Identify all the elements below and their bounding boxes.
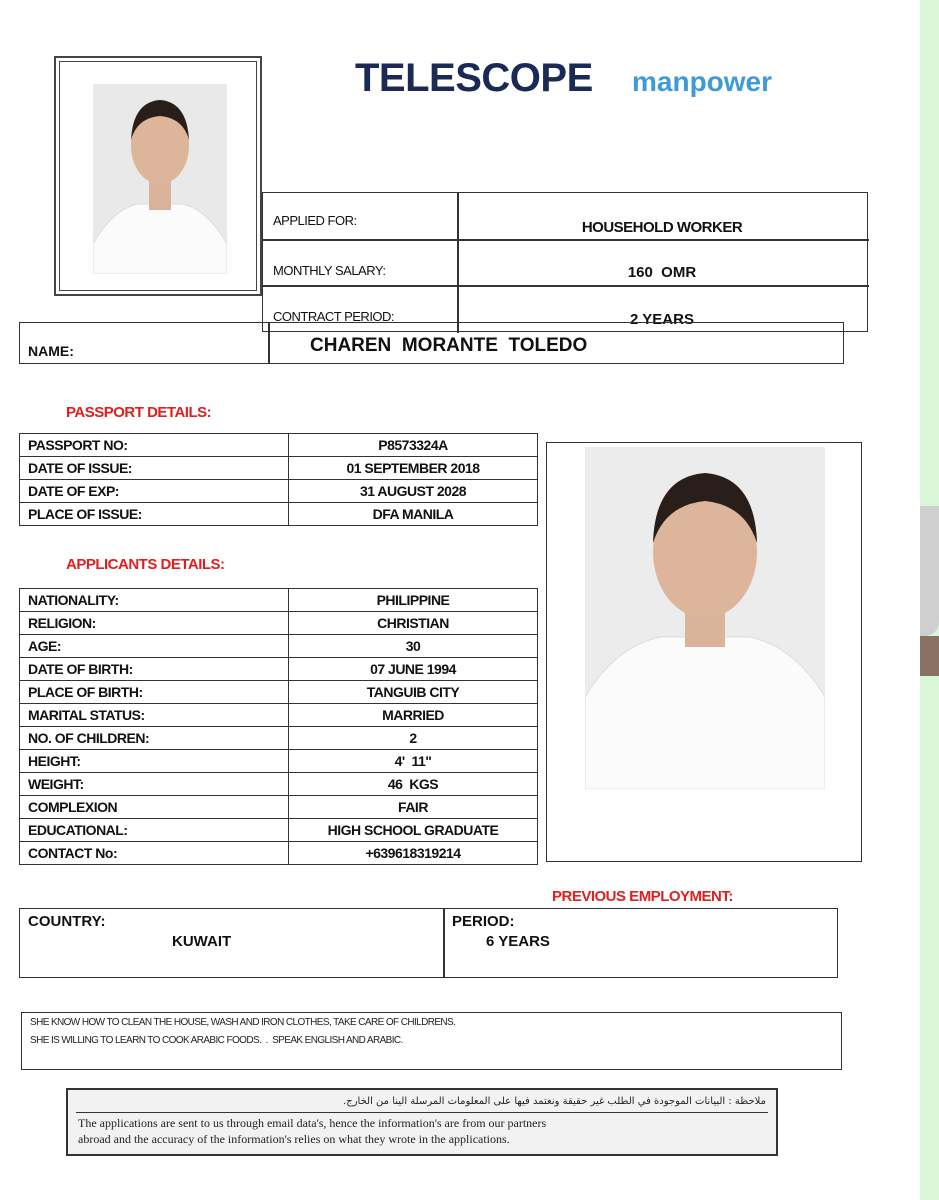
notes-box <box>21 1012 842 1070</box>
period-value: 6 YEARS <box>486 933 550 950</box>
applicant-label: PLACE OF BIRTH: <box>20 681 289 704</box>
brand-subtitle: manpower <box>632 66 773 97</box>
passport-row <box>20 457 538 480</box>
applicant-value: MARRIED <box>289 704 538 727</box>
large-photo-frame <box>546 442 862 862</box>
applicant-label: HEIGHT: <box>20 750 289 773</box>
passport-label: PASSPORT NO: <box>20 434 289 457</box>
applicant-row <box>20 704 538 727</box>
applicant-row <box>20 658 538 681</box>
applicant-value: 30 <box>289 635 538 658</box>
name-label: NAME: <box>28 343 74 359</box>
large-photo <box>585 447 825 789</box>
applicant-heading: APPLICANTS DETAILS: <box>66 556 225 573</box>
name-row <box>19 322 844 364</box>
applicant-row <box>20 727 538 750</box>
passport-label: DATE OF EXP: <box>20 480 289 503</box>
applicant-row <box>20 819 538 842</box>
applicant-row <box>20 635 538 658</box>
applicant-value: 2 <box>289 727 538 750</box>
passport-table <box>19 433 538 526</box>
person-silhouette-large <box>585 447 825 789</box>
passport-label: DATE OF ISSUE: <box>20 457 289 480</box>
applicant-value: 4' 11" <box>289 750 538 773</box>
applicant-label: RELIGION: <box>20 612 289 635</box>
applicant-row <box>20 796 538 819</box>
disclaimer-arabic: ملاحظة : البيانات الموجودة في الطلب غير حقيقة ونعتمد فيها على المعلومات المرسلة الينا من الخارج. <box>343 1096 766 1107</box>
applicant-value: HIGH SCHOOL GRADUATE <box>289 819 538 842</box>
job-info-table <box>262 192 868 332</box>
period-label: PERIOD: <box>452 913 515 930</box>
small-photo <box>93 84 227 274</box>
applied-for-label: APPLIED FOR: <box>273 213 357 228</box>
contract-label: CONTRACT PERIOD: <box>273 309 395 324</box>
applicant-value: FAIR <box>289 796 538 819</box>
previous-employment-box <box>19 908 838 978</box>
applicant-row <box>20 750 538 773</box>
applicant-row <box>20 589 538 612</box>
applicant-label: DATE OF BIRTH: <box>20 658 289 681</box>
applicant-label: WEIGHT: <box>20 773 289 796</box>
passport-row <box>20 480 538 503</box>
notes-line-1: SHE KNOW HOW TO CLEAN THE HOUSE, WASH AND IRON CLOTHES, TAKE CARE OF CHILDRENS. <box>30 1017 456 1028</box>
contract-value: 2 YEARS <box>630 311 694 328</box>
applicant-label: NATIONALITY: <box>20 589 289 612</box>
passport-value: 31 AUGUST 2028 <box>289 480 538 503</box>
passport-value: 01 SEPTEMBER 2018 <box>289 457 538 480</box>
right-edge-tab-lower <box>920 636 939 676</box>
small-photo-frame <box>54 56 262 296</box>
name-value: CHAREN MORANTE TOLEDO <box>310 335 588 356</box>
applicant-label: EDUCATIONAL: <box>20 819 289 842</box>
salary-value: 160 OMR <box>627 264 697 281</box>
right-edge-tab <box>920 506 939 636</box>
applicant-value: PHILIPPINE <box>289 589 538 612</box>
applicant-table <box>19 588 538 865</box>
applicant-row <box>20 773 538 796</box>
salary-label: MONTHLY SALARY: <box>273 263 386 278</box>
previous-employment-heading: PREVIOUS EMPLOYMENT: <box>552 888 733 905</box>
passport-label: PLACE OF ISSUE: <box>20 503 289 526</box>
applicant-row <box>20 842 538 865</box>
brand-name: TELESCOPE <box>355 56 593 100</box>
applied-for-value: HOUSEHOLD WORKER <box>581 219 743 236</box>
disclaimer-line-1: The applications are sent to us through email data's, hence the information's are from our partners <box>78 1116 547 1130</box>
passport-row <box>20 434 538 457</box>
country-label: COUNTRY: <box>28 913 106 930</box>
applicant-label: AGE: <box>20 635 289 658</box>
applicant-value: 07 JUNE 1994 <box>289 658 538 681</box>
passport-value: P8573324A <box>289 434 538 457</box>
person-silhouette-small <box>93 84 227 274</box>
applicant-label: CONTACT No: <box>20 842 289 865</box>
passport-value: DFA MANILA <box>289 503 538 526</box>
applicant-value: TANGUIB CITY <box>289 681 538 704</box>
country-value: KUWAIT <box>172 933 232 950</box>
applicant-value: 46 KGS <box>289 773 538 796</box>
passport-heading: PASSPORT DETAILS: <box>66 404 212 421</box>
applicant-label: NO. OF CHILDREN: <box>20 727 289 750</box>
disclaimer-box <box>66 1088 778 1156</box>
applicant-row <box>20 681 538 704</box>
applicant-label: COMPLEXION <box>20 796 289 819</box>
applicant-value: CHRISTIAN <box>289 612 538 635</box>
notes-line-2: SHE IS WILLING TO LEARN TO COOK ARABIC FOODS. . SPEAK ENGLISH AND ARABIC. <box>30 1035 403 1046</box>
applicant-label: MARITAL STATUS: <box>20 704 289 727</box>
applicant-row <box>20 612 538 635</box>
disclaimer-line-2: abroad and the accuracy of the information's relies on what they wrote in the applications. <box>78 1132 510 1146</box>
passport-row <box>20 503 538 526</box>
applicant-value: +639618319214 <box>289 842 538 865</box>
